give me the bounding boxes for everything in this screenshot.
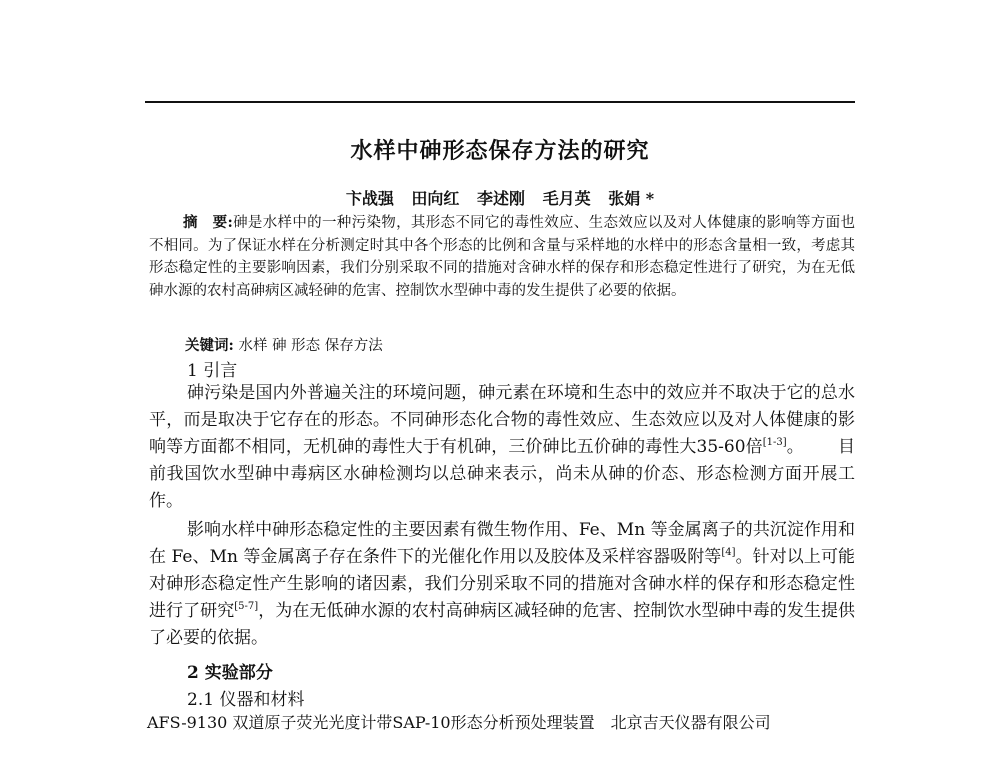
abstract-label: 摘 要:	[183, 214, 233, 231]
instrument-line: AFS-9130 双道原子荧光光度计带SAP-10形态分析预处理装置 北京吉天仪器有限公司	[147, 713, 771, 732]
text-run: 。	[786, 437, 804, 457]
section-heading-experiment: 2 实验部分	[187, 663, 273, 683]
author-name: 毛月英	[542, 189, 591, 208]
author-list	[145, 186, 855, 209]
text-run: 目前我国饮水型砷中毒病区水砷检测均以总砷来表示，尚未从砷的价态、形态检测方面开展工作。	[149, 437, 856, 511]
author-name: 卞战强	[345, 189, 394, 208]
author-name: 张娟 *	[608, 189, 655, 208]
keywords-label: 关键词:	[185, 337, 234, 354]
abstract-text: 砷是水样中的一种污染物，其形态不同它的毒性效应、生态效应以及对人体健康的影响等方面也不相同。为了保证水样在分析测定时其中各个形态的比例和含量与采样地的水样中的形态含量相一致，考虑其形态稳定性的主要影响因素，我们分别采取不同的措施对含砷水样的保存和形态稳定性进行了研究，为在无低砷水源的农村高砷病区减轻砷的危害、控制饮水型砷中毒的发生提供了必要的依据。	[149, 215, 855, 299]
paper-title: 水样中砷形态保存方法的研究	[350, 138, 650, 164]
keywords	[185, 334, 383, 355]
intro-paragraph-2	[149, 517, 855, 652]
text-run: 影响水样中砷形态稳定性的主要因素有微生物作用、Fe、Mn 等金属离子的共沉淀作用和在 Fe、Mn 等金属离子存在条件下的光催化作用以及胶体及采样容器吸附等	[149, 520, 855, 567]
citation: [1-3]	[762, 437, 787, 448]
intro-paragraph-1	[149, 380, 855, 515]
text-run: ，为在无低砷水源的农村高砷病区减轻砷的危害、控制饮水型砷中毒的发生提供了必要的依据。	[149, 601, 856, 648]
author-name: 李述刚	[477, 189, 526, 208]
text-run: 砷污染是国内外普遍关注的环境问题，砷元素在环境和生态中的效应并不取决于它的总水平，而是取决于它存在的形态。不同砷形态化合物的毒性效应、生态效应以及对人体健康的影响等方面都不相同，无机砷的毒性大于有机砷，三价砷比五价砷的毒性大35-60倍	[149, 383, 855, 457]
keywords-text: 水样 砷 形态 保存方法	[238, 338, 383, 354]
citation: [4]	[721, 547, 736, 558]
author-name: 田向红	[411, 189, 460, 208]
abstract	[149, 212, 855, 302]
text-run: 。针对以上可能对砷形态稳定性产生影响的诸因素，我们分别采取不同的措施对含砷水样的保存和形态稳定性进行了研究	[149, 547, 856, 621]
section-heading-intro: 1 引言	[187, 361, 238, 381]
citation: [5-7]	[234, 601, 259, 612]
subsection-heading-instruments: 2.1 仪器和材料	[187, 690, 305, 710]
top-rule	[145, 101, 855, 103]
